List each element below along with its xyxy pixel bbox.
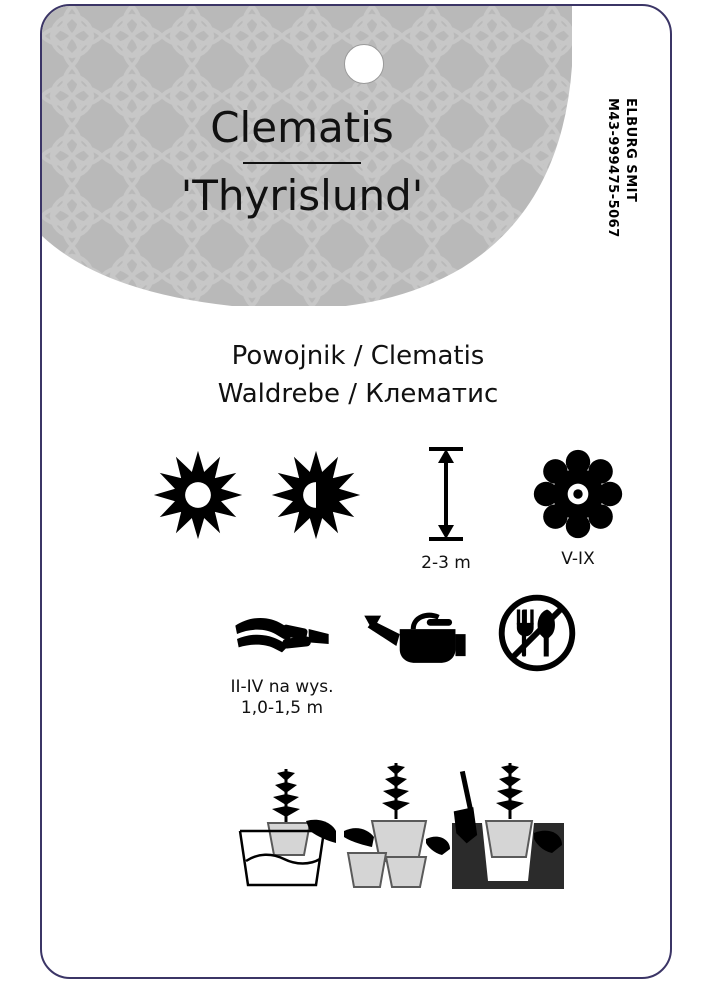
common-name-line-1: Powojnik / Clematis <box>231 341 485 371</box>
plant-label-card <box>40 4 672 979</box>
step-soak-pot-in-water <box>232 761 342 893</box>
flowering-period-caption: V-IX <box>561 549 595 569</box>
watering-cell <box>350 597 490 681</box>
partial-shade-icon <box>270 449 362 541</box>
common-name-line-2: Waldrebe / Клематис <box>217 378 499 409</box>
full-sun-icon <box>152 449 244 541</box>
care-icon-row-primary <box>150 441 630 571</box>
flowering-period-icon <box>531 447 625 541</box>
full-sun-cell <box>150 449 246 549</box>
height-cell <box>400 443 492 574</box>
partial-shade-cell <box>268 449 364 549</box>
hanging-hole <box>344 44 384 84</box>
flowering-period-cell <box>528 447 628 570</box>
height-arrow-icon <box>423 443 469 545</box>
care-icon-row-secondary <box>192 591 612 731</box>
supplier-article-number: M43-999475-5067 <box>605 98 620 238</box>
step-remove-from-pot <box>342 761 452 893</box>
watering-can-icon <box>360 597 480 673</box>
common-names-block <box>42 338 672 413</box>
not-edible-icon <box>495 591 579 675</box>
height-caption: 2-3 m <box>421 553 471 573</box>
pruning-caption <box>192 677 372 720</box>
planting-steps-row <box>232 761 562 891</box>
pruning-caption-line-2: 1,0-1,5 m <box>240 698 324 719</box>
supplier-name: ELBURG SMIT <box>623 98 638 203</box>
not-edible-cell <box>482 591 592 683</box>
title-block <box>42 103 562 221</box>
pruning-caption-line-1: II-IV na wys. <box>230 677 334 697</box>
page-title: Clematis <box>210 103 394 152</box>
title-divider <box>243 162 361 164</box>
cultivar-name: 'Thyrislund' <box>180 171 424 221</box>
pruning-shears-icon <box>232 599 332 669</box>
pruning-cell <box>192 599 372 720</box>
supplier-code-block <box>605 98 654 278</box>
step-plant-in-ground <box>452 761 564 893</box>
